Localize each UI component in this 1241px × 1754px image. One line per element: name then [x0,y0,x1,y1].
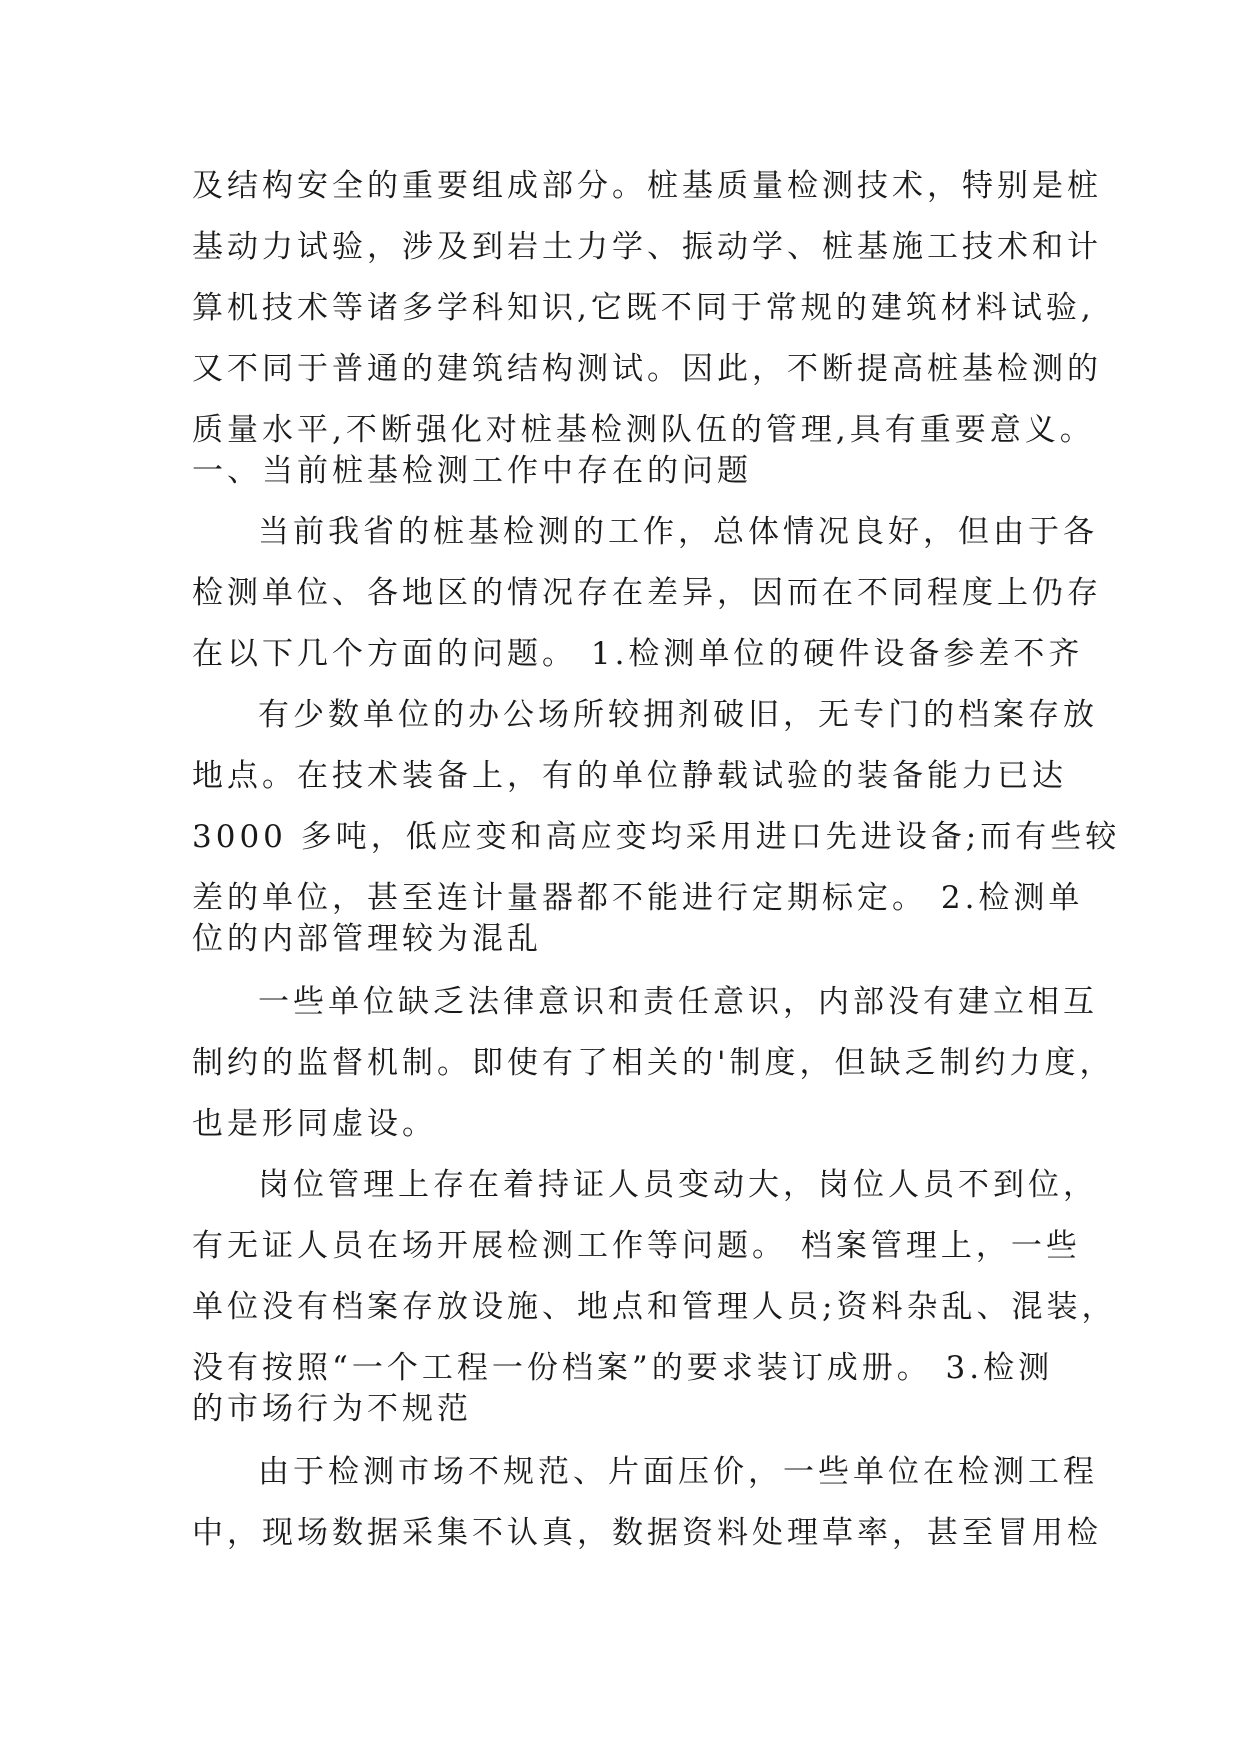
text-line: 算机技术等诸多学科知识,它既不同于常规的建筑材料试验, [192,290,1095,326]
text-line: 质量水平,不断强化对桩基检测队伍的管理,具有重要意义。 [192,412,1095,448]
text-line: 位的内部管理较为混乱 [192,921,542,957]
text-line: 当前我省的桩基检测的工作，总体情况良好，但由于各 [258,514,1098,550]
text-line: 岗位管理上存在着持证人员变动大，岗位人员不到位， [258,1167,1098,1203]
text-line: 地点。在技术装备上，有的单位静载试验的装备能力已达 [192,758,1067,794]
text-line: 也是形同虚设。 [192,1106,437,1142]
text-line: 单位没有档案存放设施、地点和管理人员;资料杂乱、混装， [192,1289,1117,1325]
text-line: 3000 多吨，低应变和高应变均采用进口先进设备;而有些较 [192,819,1121,855]
text-line: 没有按照“一个工程一份档案”的要求装订成册。 3.检测 [192,1350,1054,1386]
text-line: 有无证人员在场开展检测工作等问题。 档案管理上，一些 [192,1228,1081,1264]
text-line: 由于检测市场不规范、片面压价，一些单位在检测工程 [258,1454,1098,1490]
section-heading: 一、当前桩基检测工作中存在的问题 [192,453,752,489]
text-line: 检测单位、各地区的情况存在差异，因而在不同程度上仍存 [192,575,1102,611]
text-line: 基动力试验，涉及到岩土力学、振动学、桩基施工技术和计 [192,229,1102,265]
text-line: 一些单位缺乏法律意识和责任意识，内部没有建立相互 [258,984,1098,1020]
text-line: 中，现场数据采集不认真，数据资料处理草率，甚至冒用检 [192,1515,1102,1551]
text-line: 在以下几个方面的问题。 1.检测单位的硬件设备参差不齐 [192,636,1084,672]
text-line: 有少数单位的办公场所较拥剂破旧，无专门的档案存放 [258,697,1098,733]
text-line: 的市场行为不规范 [192,1391,472,1427]
text-line: 制约的监督机制。即使有了相关的'制度，但缺乏制约力度， [192,1045,1115,1081]
text-line: 及结构安全的重要组成部分。桩基质量检测技术，特别是桩 [192,168,1102,204]
text-line: 又不同于普通的建筑结构测试。因此，不断提高桩基检测的 [192,351,1102,387]
text-line: 差的单位，甚至连计量器都不能进行定期标定。 2.检测单 [192,880,1084,916]
